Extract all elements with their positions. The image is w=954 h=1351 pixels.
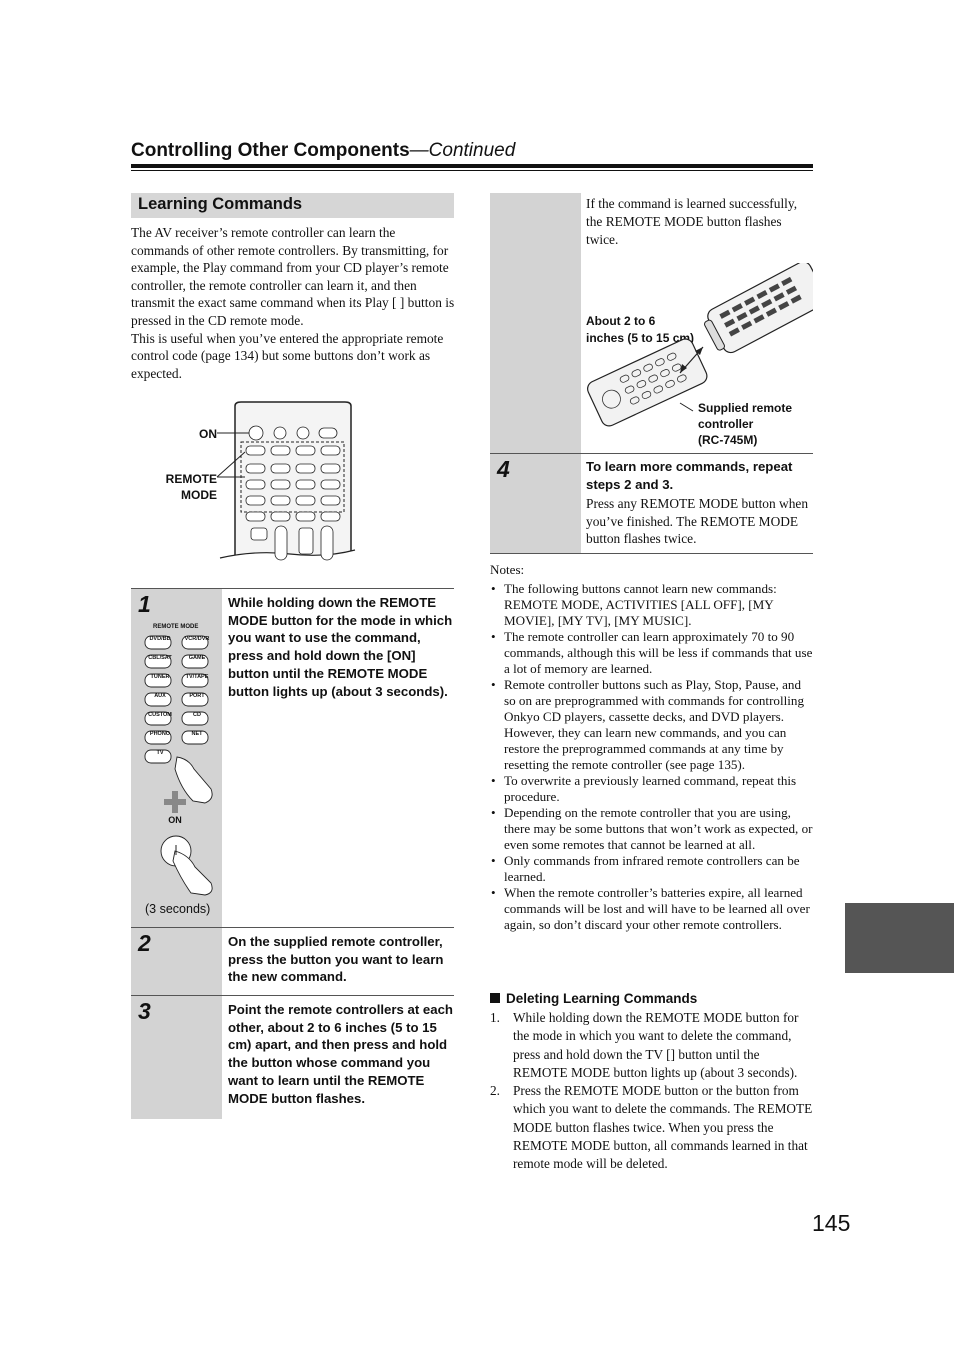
step-3-number: 3 — [138, 998, 151, 1024]
deleting-step-2 — [490, 1082, 813, 1173]
step-2-row — [131, 927, 454, 996]
deleting-step-2-number: 2. — [490, 1083, 500, 1099]
page-number: 145 — [812, 1210, 851, 1236]
step-1-row — [131, 588, 454, 927]
deleting-heading-text: Deleting Learning Commands — [506, 991, 698, 1006]
fig-supplied-3: (RC-745M) — [698, 433, 758, 447]
fig-distance-label-1: About 2 to 6 — [586, 314, 656, 328]
deleting-heading — [490, 991, 697, 1006]
fig-btn-cbl-sat: CBL/SAT — [148, 655, 172, 661]
fig-btn-tuner: TUNER — [150, 674, 170, 680]
figure-label-remote-mode-2: MODE — [181, 488, 217, 502]
step-4-number: 4 — [497, 456, 510, 482]
step-1-fig-on: ON — [168, 815, 182, 825]
fig-btn-vcr-dvr: VCR/DVR — [184, 636, 210, 642]
remotes-facing-illustration — [585, 263, 813, 448]
step-1-number: 1 — [138, 591, 151, 617]
fig-btn-custom: CUSTOM — [148, 712, 172, 718]
figure-label-on: ON — [199, 427, 217, 441]
fig-btn-phono: PHONO — [149, 731, 171, 737]
deleting-step-2-text: Press the REMOTE MODE button or the button from which you want to delete the commands. The REMOTE MODE button flashes twice. When you press the REMOTE MODE button, all commands learned in that remote mode will be deleted. — [513, 1083, 813, 1172]
note-item: • Depending on the remote controller that you are using, there may be some buttons that won’t work as expected, or even some remotes that cannot be learned at all. — [490, 805, 813, 853]
page-header-title — [131, 140, 515, 162]
step-1-fig-caption: (3 seconds) — [145, 902, 211, 916]
deleting-steps — [490, 1009, 813, 1174]
step-4-text: Press any REMOTE MODE button when you’ve finished. The REMOTE MODE button flashes twice. — [586, 496, 809, 547]
header-rule-thin — [131, 170, 813, 171]
step-3-text: Point the remote controllers at each other, about 2 to 6 inches (5 to 15 cm) apart, and then press and hold the button whose command you want to learn until the REMOTE MODE button flashes. — [228, 1002, 453, 1106]
notes-title: Notes: — [490, 562, 525, 577]
note-item: • To overwrite a previously learned command, repeat this procedure. — [490, 773, 813, 805]
fig-btn-aux: AUX — [154, 693, 166, 699]
fig-supplied-2: controller — [698, 417, 754, 431]
step-3-row — [131, 995, 454, 1119]
header-rule — [131, 164, 813, 168]
step-2-text: On the supplied remote controller, press the button you want to learn the new command. — [228, 934, 444, 985]
step-4-heading: To learn more commands, repeat steps 2 and 3. — [586, 459, 793, 492]
fig-supplied-1: Supplied remote — [698, 401, 793, 415]
section-heading-text: Learning Commands — [138, 195, 303, 213]
notes-section — [490, 562, 813, 933]
figure-label-remote-mode-1: REMOTE — [165, 472, 217, 486]
step-4-row — [490, 453, 813, 554]
note-item: • Remote controller buttons such as Play, Stop, Pause, and so on are preprogrammed with commands for controlling Onkyo CD players, cassette decks, and DVD players. However, they can learn new commands, and you can restore the preprogrammed commands at any time by resetting the remote controller (see page 135). — [490, 677, 813, 773]
fig-btn-tv: TV — [156, 750, 164, 756]
fig-btn-port: PORT — [189, 693, 205, 699]
square-bullet-icon — [490, 993, 500, 1003]
figure-label-remote-mode — [140, 471, 217, 503]
step-3-continued-row — [490, 193, 813, 453]
step-3-continued-grey-cell — [490, 193, 581, 453]
fig-btn-dvd-bd: DVD/BD — [149, 636, 171, 642]
intro-paragraph-2: This is useful when you’ve entered the appropriate remote control code (page 134) but some buttons don’t work as expected. — [131, 330, 444, 381]
fig-btn-net: NET — [191, 731, 203, 737]
step-1-text: While holding down the REMOTE MODE button for the mode in which you want to use the command, press and hold down the [ON] button until the REMOTE MODE button lights up (about 3 seconds). — [228, 595, 453, 699]
chapter-side-tab — [845, 903, 954, 973]
fig-distance-label-2: inches (5 to 15 cm) — [586, 331, 695, 345]
step-1-fig-remote-mode: REMOTE MODE — [153, 624, 199, 630]
fig-btn-game: GAME — [188, 655, 206, 661]
intro-paragraph-1: The AV receiver’s remote controller can learn the commands of other remote controllers. By transmitting, for example, the Play command from your CD player’s remote controller, the remote controller can learn it, and then transmit the exact same command when its Play [ ] button is pressed in the CD remote mode. — [131, 225, 455, 328]
section-heading — [131, 193, 454, 218]
note-item: • The following buttons cannot learn new commands: REMOTE MODE, ACTIVITIES [ALL OFF], [MY MOVIE], [MY TV], [MY MUSIC]. — [490, 581, 813, 629]
note-item: • When the remote controller’s batteries expire, all learned commands will be lost and will have to be learned all over again, so don’t discard your other remote controllers. — [490, 885, 813, 933]
note-item: • Only commands from infrared remote controllers can be learned. — [490, 853, 813, 885]
header-continued: —Continued — [409, 140, 516, 161]
notes-list — [490, 581, 813, 933]
note-item: • The remote controller can learn approximately 70 to 90 commands, although this will be less if commands that use a lot of memory are learned. — [490, 629, 813, 677]
fig-btn-tv-tape: TV/TAPE — [185, 674, 209, 680]
intro-text — [131, 224, 455, 382]
step-2-number: 2 — [138, 930, 151, 956]
deleting-step-1-number: 1. — [490, 1010, 500, 1025]
deleting-step-1 — [490, 1009, 813, 1082]
step-1-button-illustration — [139, 629, 223, 899]
step-3-continued-text: If the command is learned successfully, the REMOTE MODE button flashes twice. — [586, 196, 798, 247]
fig-btn-cd: CD — [193, 712, 201, 718]
header-title-text: Controlling Other Components — [131, 140, 410, 161]
remote-control-illustration — [215, 400, 365, 572]
deleting-step-1-text: While holding down the REMOTE MODE button for the mode in which you want to delete the command, press and hold down the TV [] button until the REMOTE MODE button lights up (about 3 seconds). — [513, 1010, 799, 1080]
